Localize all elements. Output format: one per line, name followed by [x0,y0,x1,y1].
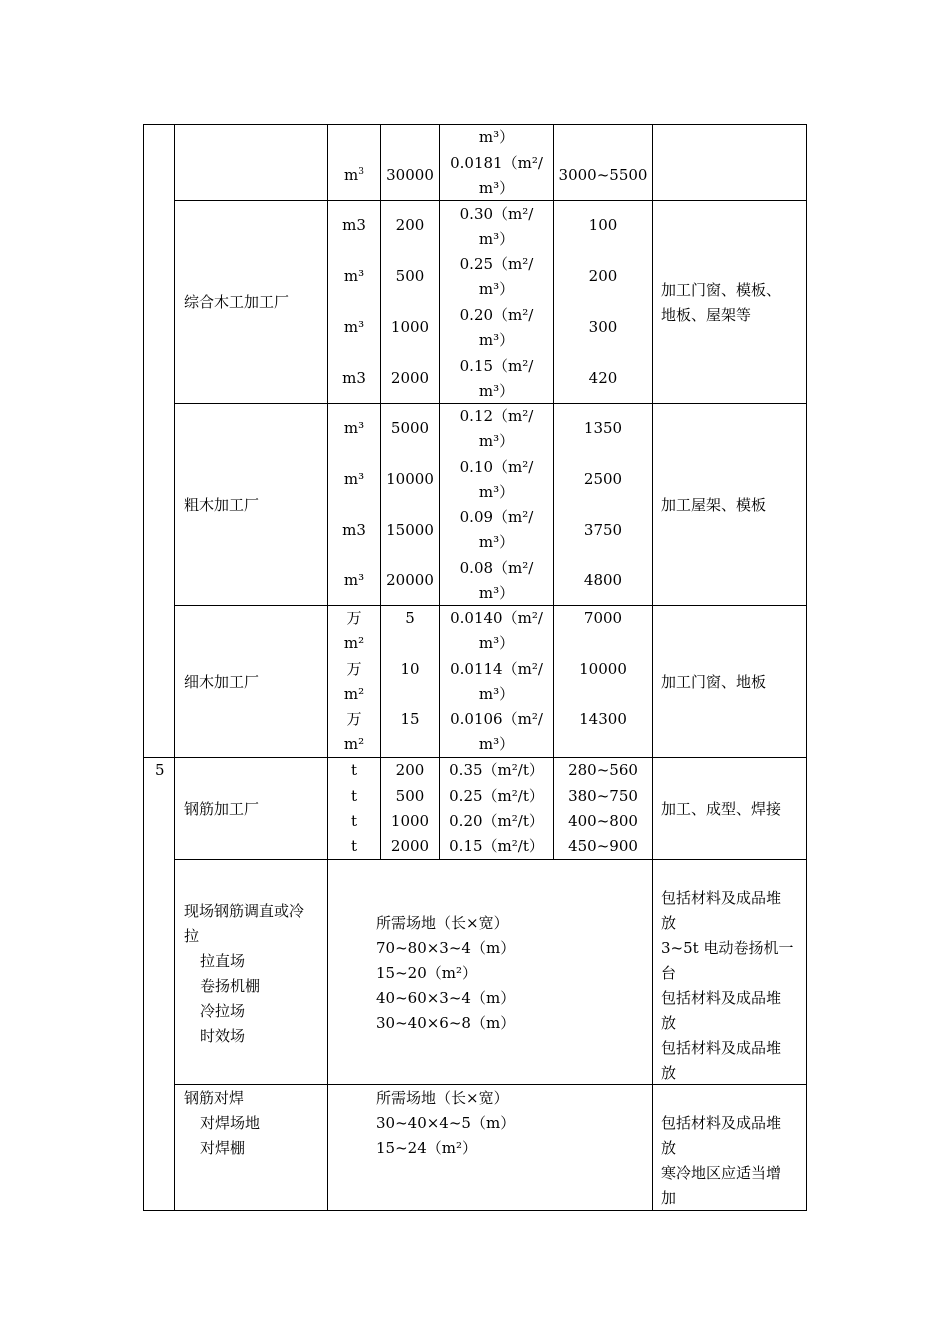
remark-line: 包括材料及成品堆 [661,889,782,907]
building-cell: 7000 [583,609,623,627]
building-cell: 2500 [583,470,623,488]
area-cell-line: 0.20（m²/t） [449,812,544,830]
area-cell-line: 0.08（m²/ [459,559,534,577]
area-cell-line: 0.15（m²/ [459,357,534,375]
table-border-right [806,124,807,1211]
area-cell-line: 0.15（m²/t） [449,837,544,855]
area-cell-line: 0.25（m²/ [459,255,534,273]
unit-cell: 万 [346,660,362,678]
building-cell: 280~560 [568,761,638,779]
remark-line: 台 [661,964,677,982]
col-divider [652,124,653,1211]
remark-line: 包括材料及成品堆 [661,989,782,1007]
area-cell-line: 0.0140（m²/ [450,609,543,627]
capacity-cell: 15000 [386,521,434,539]
building-cell: 3000~5500 [558,166,648,184]
remark-line: 加工、成型、焊接 [661,800,782,818]
capacity-cell: 500 [395,267,425,285]
capacity-cell: 1000 [390,318,430,336]
building-cell: 4800 [583,571,623,589]
row-divider [174,859,807,860]
capacity-cell: 200 [395,216,425,234]
area-cell-line: m³） [478,331,515,349]
area-cell-line: 0.09（m²/ [459,508,534,526]
remark-line: 地板、屋架等 [661,306,752,324]
area-cell-line: m³） [478,432,515,450]
table-border-left [143,124,144,1211]
area-cell-line: m³） [478,735,515,753]
unit-cell: m² [343,634,365,652]
remark-line: 3~5t 电动卷扬机一 [661,939,794,957]
capacity-cell: 200 [395,761,425,779]
unit-cell: $m^3$ [344,166,364,184]
building-cell: 450~900 [568,837,638,855]
building-cell: 400~800 [568,812,638,830]
area-cell-line: m³） [478,179,515,197]
building-cell: 420 [588,369,618,387]
unit-cell: 万 [346,609,362,627]
building-cell: 100 [588,216,618,234]
unit-cell: m³ [343,470,365,488]
remark-line: 寒冷地区应适当增 [661,1164,782,1182]
facility-sub-item: 对焊场地 [200,1114,261,1132]
area-line: 所需场地（长×宽） [376,914,509,932]
facility-name: 综合木工加工厂 [184,293,290,311]
remark-line: 放 [661,1014,677,1032]
area-cell-line: m³） [478,280,515,298]
capacity-cell: 1000 [390,812,430,830]
capacity-cell: 10 [400,660,420,678]
area-line: 40~60×3~4（m） [376,989,516,1007]
area-line: 30~40×4~5（m） [376,1114,516,1132]
remark-line: 包括材料及成品堆 [661,1114,782,1132]
area-cell-line: m³） [478,483,515,501]
area-cell-line: m³） [478,128,515,146]
area-cell-line: m³） [478,382,515,400]
row-divider [174,1084,807,1085]
area-cell-line: 0.25（m²/t） [449,787,544,805]
unit-cell: m³ [343,318,365,336]
capacity-cell: 2000 [390,369,430,387]
capacity-cell: 5 [405,609,415,627]
facility-sub-item: 时效场 [200,1027,246,1045]
remark-line: 包括材料及成品堆 [661,1039,782,1057]
facility-name: 粗木加工厂 [184,496,260,514]
remark-line: 放 [661,1064,677,1082]
area-line: 所需场地（长×宽） [376,1089,509,1107]
building-cell: 10000 [579,660,627,678]
area-cell-line: 0.30（m²/ [459,205,534,223]
capacity-cell: 5000 [390,419,430,437]
facility-name: 细木加工厂 [184,673,260,691]
facility-sub-item: 拉直场 [200,952,246,970]
unit-cell: m² [343,685,365,703]
col-divider [174,124,175,1211]
unit-cell: m3 [342,521,366,539]
capacity-cell: 20000 [386,571,434,589]
facility-sub-item: 冷拉场 [200,1002,246,1020]
unit-cell: m3 [342,369,366,387]
remark-line: 加 [661,1189,677,1207]
area-line: 15~20（m²） [376,964,477,982]
facility-name: 钢筋加工厂 [184,800,260,818]
facility-name-line: 拉 [184,927,200,945]
capacity-cell: 15 [400,710,420,728]
area-cell-line: m³） [478,230,515,248]
unit-cell: m3 [342,216,366,234]
area-cell-line: m³） [478,584,515,602]
capacity-cell: 30000 [386,166,434,184]
area-line: 15~24（m²） [376,1139,477,1157]
unit-cell: 万 [346,710,362,728]
table-border-bottom [143,1210,807,1211]
unit-cell: m³ [343,571,365,589]
unit-cell: m² [343,735,365,753]
building-cell: 14300 [579,710,627,728]
building-cell: 300 [588,318,618,336]
building-cell: 380~750 [568,787,638,805]
building-cell: 3750 [583,521,623,539]
remark-line: 放 [661,914,677,932]
row-index: 5 [155,761,165,779]
capacity-cell: 500 [395,787,425,805]
remark-line: 加工门窗、地板 [661,673,767,691]
capacity-cell: 10000 [386,470,434,488]
unit-cell: t [350,761,358,779]
remark-line: 加工屋架、模板 [661,496,767,514]
building-cell: 1350 [583,419,623,437]
area-cell-line: m³） [478,634,515,652]
building-cell: 200 [588,267,618,285]
area-cell-line: 0.12（m²/ [459,407,534,425]
area-cell-line: 0.35（m²/t） [449,761,544,779]
capacity-cell: 2000 [390,837,430,855]
facility-sub-item: 对焊棚 [200,1139,246,1157]
area-cell-line: 0.0106（m²/ [450,710,543,728]
area-cell-line: 0.0181（m²/ [450,154,543,172]
area-line: 30~40×6~8（m） [376,1014,516,1032]
facility-name-line: 钢筋对焊 [184,1089,245,1107]
facility-sub-item: 卷扬机棚 [200,977,261,995]
area-cell-line: 0.0114（m²/ [450,660,543,678]
unit-cell: m³ [343,267,365,285]
unit-cell: t [350,787,358,805]
area-line: 70~80×3~4（m） [376,939,516,957]
area-cell-line: 0.20（m²/ [459,306,534,324]
remark-line: 加工门窗、模板、 [661,281,782,299]
unit-cell: m³ [343,419,365,437]
area-cell-line: m³） [478,685,515,703]
facility-name-line: 现场钢筋调直或冷 [184,902,305,920]
unit-cell: t [350,812,358,830]
area-cell-line: 0.10（m²/ [459,458,534,476]
remark-line: 放 [661,1139,677,1157]
unit-cell: t [350,837,358,855]
area-cell-line: m³） [478,533,515,551]
